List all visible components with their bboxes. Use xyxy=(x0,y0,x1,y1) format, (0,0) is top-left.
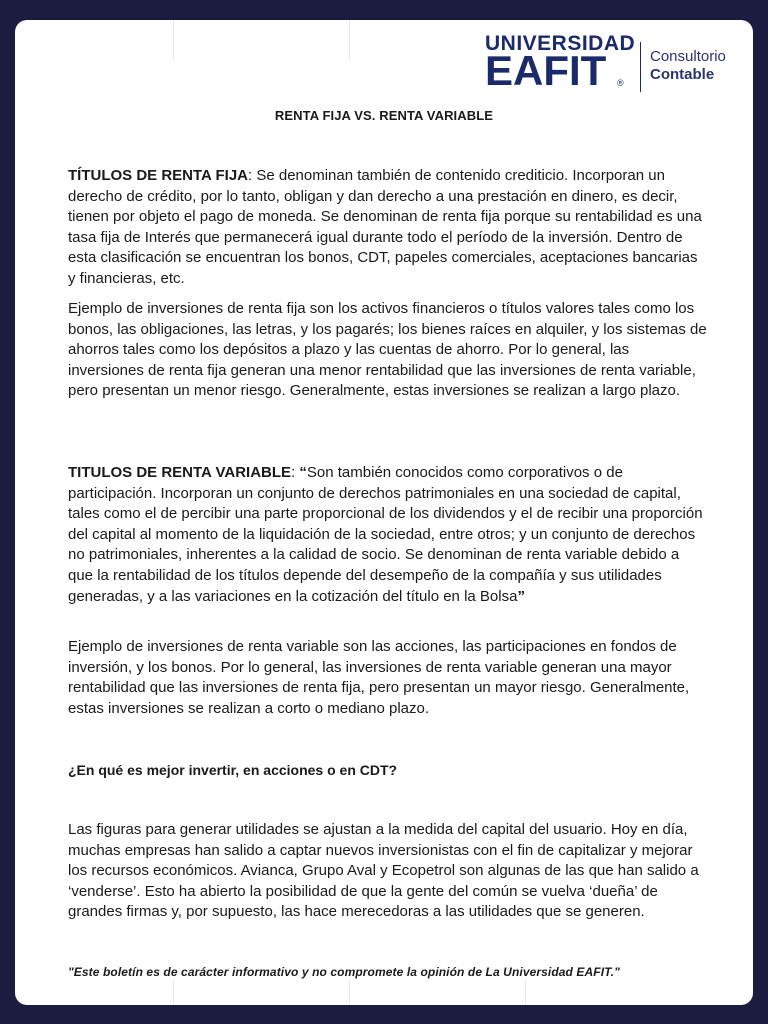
quote-close: ” xyxy=(517,587,525,605)
section-renta-fija xyxy=(68,166,708,290)
logo-registered: ® xyxy=(617,78,624,88)
logo-eafit: EAFIT xyxy=(485,47,607,94)
guide-line xyxy=(349,20,350,60)
renta-fija-heading: TÍTULOS DE RENTA FIJA xyxy=(68,167,248,184)
document-title: RENTA FIJA VS. RENTA VARIABLE xyxy=(274,108,494,123)
quote-open: “ xyxy=(299,464,307,481)
section-renta-variable xyxy=(68,463,708,607)
disclaimer: "Este boletín es de carácter informativo y no compromete la opinión de La Universidad EAFIT." xyxy=(68,965,620,979)
logo-divider xyxy=(640,42,641,92)
renta-fija-example: Ejemplo de inversiones de renta fija son los activos financieros o títulos valores tales como los bonos, las obligaciones, las letras, y los pagarés; los bienes raíces en alquiler, y los sistemas de ahorros tales como los depósitos a plazo y las cuentas de ahorro. Por lo general, las inversiones de renta fija generan una menor rentabilidad que las inversiones de renta variable, pero presentan un menor riesgo. Generalmente, estas inversiones se realizan a largo plazo. xyxy=(68,300,707,400)
answer-paragraph: Las figuras para generar utilidades se ajustan a la medida del capital del usuario. Hoy en día, muchas empresas han salido a captar nuevos inversionistas con el fin de capitalizar y mejorar los recursos económicos. Avianca, Grupo Aval y Ecopetrol son algunas de las que han salido a ‘venderse’. Esto ha abierto la posibilidad de que la gente del común se vuelva ‘dueña’ de grandes firmas y, por supuesto, las hace merecedoras a las utilidades que se generen. xyxy=(68,821,699,921)
renta-variable-sep: : xyxy=(291,464,300,481)
guide-line xyxy=(349,980,350,1005)
logo-universidad: UNIVERSIDAD xyxy=(485,32,636,55)
renta-variable-heading: TITULOS DE RENTA VARIABLE xyxy=(68,464,292,481)
guide-line xyxy=(525,980,526,1005)
renta-fija-body: : Se denominan también de contenido crediticio. Incorporan un derecho de crédito, por lo tanto, obligan y dan derecho a una prestación en dinero, es decir, tienen por objeto el pago de moneda. Se denominan de renta fija porque su rentabilidad es una tasa fija de Interés que permanecerá igual durante todo el período de la inversión. Dentro de esta clasificación se encuentran los bonos, CDT, papeles comerciales, aceptaciones bancarias y financieras, etc. xyxy=(68,167,702,287)
guide-line xyxy=(173,980,174,1005)
guide-line xyxy=(173,20,174,60)
renta-variable-body: Son también conocidos como corporativos o de participación. Incorporan un conjunto de derechos patrimoniales en una sociedad de capital, tales como el de percibir una parte proporcional de los dividendos y el de recibir una proporción del capital al momento de la liquidación de la sociedad, entre otros; y un conjunto de derechos no patrimoniales, inherentes a la calidad de socio. Se denominan de renta variable debido a que la rentabilidad de los títulos depende del desempeño de la compañía y sus utilidades generadas, y a las variaciones en la cotización del título en la Bolsa xyxy=(68,464,703,605)
logo-consultorio: Consultorio xyxy=(650,48,726,65)
question-heading: ¿En qué es mejor invertir, en acciones o en CDT? xyxy=(68,762,398,778)
document-page xyxy=(15,20,753,1005)
renta-variable-example: Ejemplo de inversiones de renta variable son las acciones, las participaciones en fondos de inversión, y los bonos. Por lo general, las inversiones de renta variable generan una mayor rentabilidad que las inversiones de renta fija, pero presentan un mayor riesgo. Generalmente, estas inversiones se realizan a corto o mediano plazo. xyxy=(68,638,690,717)
logo-contable: Contable xyxy=(650,66,715,83)
eafit-logo xyxy=(485,32,735,102)
